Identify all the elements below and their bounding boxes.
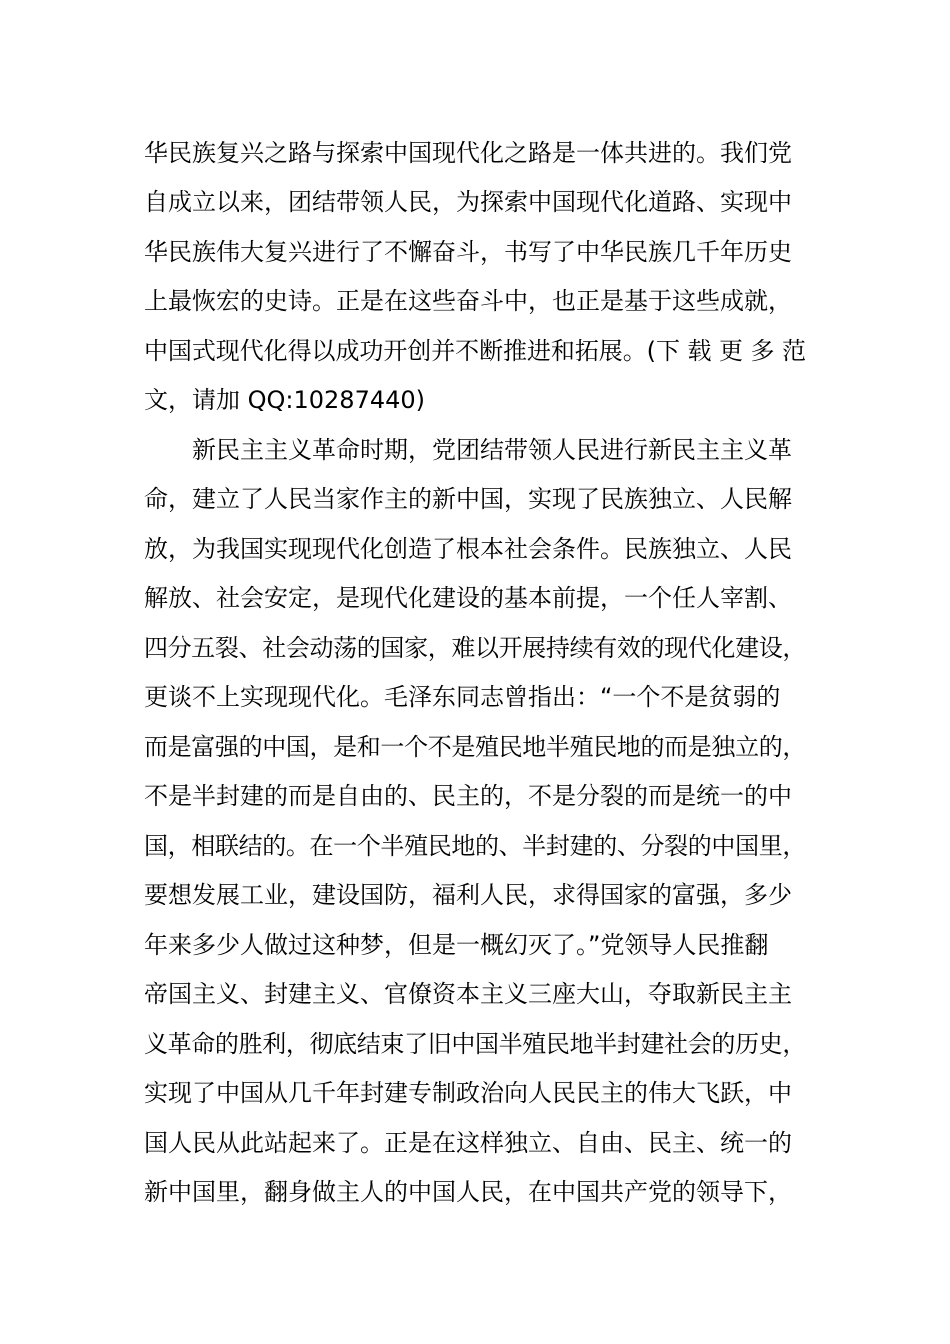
text-line: 不是半封建的而是自由的、民主的，不是分裂的而是统一的中 — [144, 782, 792, 810]
text-line: 帝国主义、封建主义、官僚资本主义三座大山，夺取新民主主 — [144, 980, 792, 1008]
text-line: 放，为我国实现现代化创造了根本社会条件。民族独立、人民 — [144, 535, 792, 563]
text-line: 自成立以来，团结带领人民，为探索中国现代化道路、实现中 — [144, 188, 792, 216]
text-line: 更谈不上实现现代化。毛泽东同志曾指出：“一个不是贫弱的 — [144, 683, 781, 711]
text-line: 要想发展工业，建设国防，福利人民，求得国家的富强，多少 — [144, 881, 792, 909]
text-line: 华民族复兴之路与探索中国现代化之路是一体共进的。我们党 — [144, 139, 792, 167]
text-line: 四分五裂、社会动荡的国家，难以开展持续有效的现代化建设， — [144, 634, 806, 662]
text-line: 年来多少人做过这种梦，但是一概幻灭了。”党领导人民推翻 — [144, 931, 769, 959]
paragraph-first-line: 新民主主义革命时期，党团结带领人民进行新民主主义革 — [192, 436, 792, 464]
text-line: 义革命的胜利，彻底结束了旧中国半殖民地半封建社会的历史， — [144, 1030, 806, 1058]
text-line: 新中国里，翻身做主人的中国人民，在中国共产党的领导下， — [144, 1178, 792, 1206]
text-line: 而是富强的中国，是和一个不是殖民地半殖民地的而是独立的， — [144, 733, 806, 761]
text-line: 国人民从此站起来了。正是在这样独立、自由、民主、统一的 — [144, 1129, 792, 1157]
text-line: 上最恢宏的史诗。正是在这些奋斗中，也正是基于这些成就， — [144, 287, 792, 315]
text-line: 实现了中国从几千年封建专制政治向人民民主的伟大飞跃，中 — [144, 1079, 792, 1107]
text-line: 国，相联结的。在一个半殖民地的、半封建的、分裂的中国里， — [144, 832, 806, 860]
text-line: 文，请加 QQ:10287440) — [144, 386, 426, 414]
text-line: 中国式现代化得以成功开创并不断推进和拓展。(下 载 更 多 范 — [144, 337, 806, 365]
text-line: 解放、社会安定，是现代化建设的基本前提，一个任人宰割、 — [144, 584, 792, 612]
text-line: 命，建立了人民当家作主的新中国，实现了民族独立、人民解 — [144, 485, 792, 513]
text-line: 华民族伟大复兴进行了不懈奋斗，书写了中华民族几千年历史 — [144, 238, 792, 266]
